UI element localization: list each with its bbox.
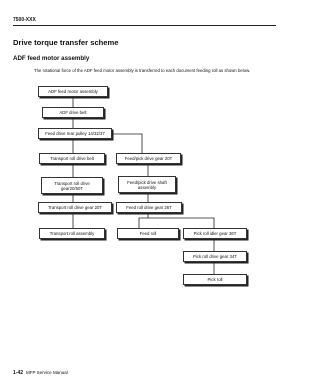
- box-feed-pick-shaft: Feed/pick drive shaft assembly: [118, 176, 176, 193]
- box-feed-pick-gear: Feed/pick drive gear 20T: [116, 153, 181, 164]
- footer-manual: MFP Service Manual: [26, 370, 68, 375]
- box-transport-roll-assy: Transport roll assembly: [39, 228, 105, 239]
- box-rear-pulley: Feed drive rear pulley 14/32/37: [38, 128, 112, 139]
- box-transport-belt: Transport roll drive belt: [39, 153, 105, 164]
- box-feed-roll: Feed roll: [117, 228, 179, 239]
- header-model: 7500-XXX: [13, 17, 36, 23]
- box-pick-idler: Pick roll idler gear 36T: [183, 228, 247, 239]
- box-transport-roll-gear-2050: Transport roll drive gear20/50T: [41, 177, 103, 194]
- box-drive-belt: ADF drive belt: [42, 107, 104, 118]
- footer: [13, 370, 68, 376]
- box-transport-gear-20: Transport roll drive gear 20T: [38, 202, 112, 213]
- box-feed-motor: ADF feed motor assembly: [38, 86, 108, 97]
- box-pick-gear-34: Pick roll drive gear 34T: [183, 251, 247, 262]
- footer-page: 1-42: [13, 370, 24, 376]
- box-pick-roll: Pick roll: [183, 274, 247, 285]
- box-feed-roll-gear: Feed roll drive gear 26T: [116, 202, 182, 213]
- section-title: Drive torque transfer scheme: [13, 38, 119, 47]
- subsection-title: ADF feed motor assembly: [13, 55, 90, 62]
- description: The rotational force of the ADF feed motor assembly is transferred to each document feeding roll as shown below.: [34, 68, 251, 73]
